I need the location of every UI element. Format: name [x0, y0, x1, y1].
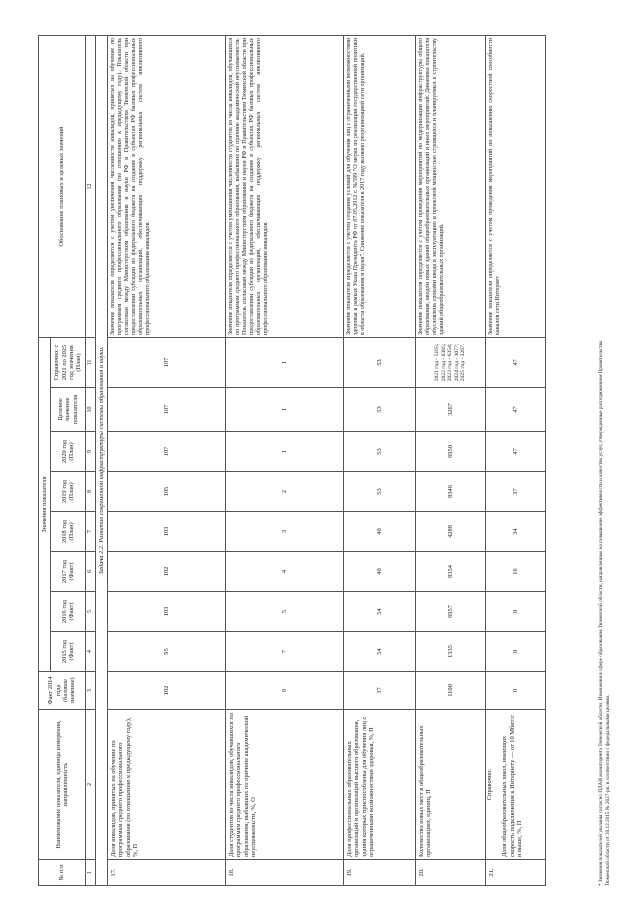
colnum-6: 6: [85, 552, 95, 592]
row-base: 0: [486, 672, 546, 710]
row-ref: 2021 год - 5165; 2022 год - 6385; 2023 год - 6354; 2024 год - 3077; 2025 год - 3267.: [416, 337, 486, 387]
row-2018: 4288: [416, 512, 486, 552]
row-2016: 103: [108, 592, 226, 632]
row-note: Значение показателя определяется с учетом создания условий для обучения лиц с ограниченными возможностями здоровья в рамках Указа Президента РФ от 07.05.2012 г. №599 "О мерах по реализации государственной политики в области образования и науки". Снижение показателя в 2017 году вызвано реорганизацией сети организаций.: [344, 35, 416, 337]
row-2017: 4: [226, 552, 344, 592]
row-2015: 7: [226, 632, 344, 672]
header-2016: 2016 год (Факт): [51, 592, 85, 632]
row-2018: 40: [344, 512, 416, 552]
task-row: [95, 35, 107, 885]
rotated-table-area: [38, 36, 611, 886]
header-base: Факт 2014 года (базовое значение): [39, 672, 86, 710]
row-ref: 1: [226, 337, 344, 387]
colnum-11: 11: [85, 337, 95, 387]
row-2020: 1: [226, 432, 344, 472]
row-2017: 40: [344, 552, 416, 592]
row-2016: 0: [486, 592, 546, 632]
row-name: Доля инвалидов, принятых на обучение по программам среднего профессионального образования (по отношению к предыдущему году), %, П: [108, 710, 226, 860]
row-2017: 8354: [416, 552, 486, 592]
table-row: [486, 35, 546, 885]
header-2018: 2018 год (План): [51, 512, 85, 552]
row-target: 1: [226, 388, 344, 432]
table-row: [416, 35, 486, 885]
table-row: [226, 35, 344, 885]
row-base: 1100: [416, 672, 486, 710]
row-note: Значение показателя определяется с учетом увеличения численности инвалидов, принятых на обучение по программам среднего профессионального образования (по отношению к предыдущему году). Показатель согласован между Министерством образования и науки РФ и Правительством Тюменской области при предоставлении субсидии из федерального бюджета на создание в субъектах РФ базовых профессиональных образовательных организаций, обеспечивающих поддержку региональных систем инклюзивного профессионального образования инвалидов.: [108, 35, 226, 337]
row-2016: 5: [226, 592, 344, 632]
row-2019: 8346: [416, 472, 486, 512]
footnotes: [598, 36, 611, 886]
row-num: 20.: [416, 860, 486, 886]
row-2015: 0: [486, 632, 546, 672]
row-2019: 37: [486, 472, 546, 512]
colnum-8: 8: [85, 472, 95, 512]
row-num: 21.: [486, 860, 546, 886]
colnum-5: 5: [85, 592, 95, 632]
row-2018: 103: [108, 512, 226, 552]
row-base: 102: [108, 672, 226, 710]
row-num: 19.: [344, 860, 416, 886]
footnote-line: * Значения показателей указаны согласно ПДАИ мониторинга Тюменской области. Изменения в сфере образования Тюменской области, направленные на повышение эффективности и качества услуг, утвержденные распоряжением Правительства: [598, 340, 604, 886]
colnum-3: 3: [85, 672, 95, 710]
row-2015: 95: [108, 632, 226, 672]
row-name-text: Доля общеобразовательных школ, имеющих скорость подключения к Интернету — от 10 Мбит/с и выше, %, П: [501, 715, 524, 857]
row-2017: 16: [486, 552, 546, 592]
row-2020: 53: [344, 432, 416, 472]
row-target: 47: [486, 388, 546, 432]
table-row: [108, 35, 226, 885]
row-note: Значение показателя определяется с учетом проведения мероприятий по повышению скоростной способности каналов сети Интернет: [486, 35, 546, 337]
row-2019: 53: [344, 472, 416, 512]
row-2016: 54: [344, 592, 416, 632]
column-number-row: [85, 35, 95, 885]
row-2019: 2: [226, 472, 344, 512]
row-base: 37: [344, 672, 416, 710]
row-2018: 3: [226, 512, 344, 552]
colnum-9: 9: [85, 432, 95, 472]
row-note: Значение показателя определяется с учетом проведения мероприятий по модернизации инфраструктуры общего образования, вводом новых зданий общеобразовательных организаций и иных мероприятий. Динамика показателя обусловлена сроками ввода в эксплуатацию и проектной мощностью строящихся и планируемых к строительству зданий общеобразовательных организаций.: [416, 35, 486, 337]
header-2015: 2015 год (Факт): [51, 632, 85, 672]
row-name: [486, 710, 546, 860]
colnum-1: 1: [85, 860, 95, 886]
row-2018: 34: [486, 512, 546, 552]
colnum-7: 7: [85, 512, 95, 552]
row-name: Доля профессиональных образовательных организаций и организаций высшего образования, здания которых приспособлены для обучения лиц с ограниченными возможностями здоровья, %, П: [344, 710, 416, 860]
header-target: Целевое значение показателя: [51, 388, 85, 432]
row-ref: 107: [108, 337, 226, 387]
task-title: Задача 2.2. Развитие современной инфраструктуры системы образования и науки.: [95, 35, 107, 885]
colnum-4: 4: [85, 632, 95, 672]
row-2016: 6957: [416, 592, 486, 632]
header-num: № п/п: [39, 860, 86, 886]
header-2019: 2019 год (План): [51, 472, 85, 512]
row-num: 17.: [108, 860, 226, 886]
row-note: Значение показателя определяется с учетом уменьшения численности студентов из числа инвалидов, обучавшихся по программам среднего профессионального образования, выбывших по причине академической неуспеваемости. Показатель согласован между Министерством образования и науки РФ и Правительством Тюменской области при предоставлении субсидии из федерального бюджета на создание в субъектах РФ базовых профессиональных образовательных организаций, обеспечивающих поддержку региональных систем инклюзивного профессионального образования инвалидов.: [226, 35, 344, 337]
row-ref: 47: [486, 337, 546, 387]
row-2017: 102: [108, 552, 226, 592]
header-2020: 2020 год (План): [51, 432, 85, 472]
row-name: Доля студентов из числа инвалидов, обучавшихся по программам среднего профессионального образования, выбывших по причине академической неуспеваемости, %, О: [226, 710, 344, 860]
header-2017: 2017 год (Факт): [51, 552, 85, 592]
row-name: Количество новых мест в общеобразовательных организациях, единиц, П: [416, 710, 486, 860]
row-target: 3267: [416, 388, 486, 432]
header-note: Обоснование плановых и целевых значений: [39, 35, 86, 337]
row-2015: 1335: [416, 632, 486, 672]
header-name: Наименование показателя, единица измерения, направленность: [39, 710, 86, 860]
row-2020: 107: [108, 432, 226, 472]
header-ref: Справочно: с 2021 по 2025 год значения (План): [51, 337, 85, 387]
header-row-1: [39, 35, 51, 885]
row-ref: 53: [344, 337, 416, 387]
row-num: 18.: [226, 860, 344, 886]
table-row: [344, 35, 416, 885]
row-target: 53: [344, 388, 416, 432]
colnum-2: 2: [85, 710, 95, 860]
colnum-12: 12: [85, 35, 95, 337]
row-2020: 6950: [416, 432, 486, 472]
row-2020: 47: [486, 432, 546, 472]
row-target: 107: [108, 388, 226, 432]
header-values-group: Значения показателя: [39, 337, 51, 671]
row-base: 9: [226, 672, 344, 710]
colnum-10: 10: [85, 388, 95, 432]
reference-label: Справочно:: [486, 768, 494, 801]
row-2019: 105: [108, 472, 226, 512]
row-2015: 54: [344, 632, 416, 672]
indicators-table: [38, 35, 546, 886]
footnote-line: Тюменской области от 30.12.2015 № 2627-рп, в соответствии с федеральными целями.: [604, 694, 611, 886]
